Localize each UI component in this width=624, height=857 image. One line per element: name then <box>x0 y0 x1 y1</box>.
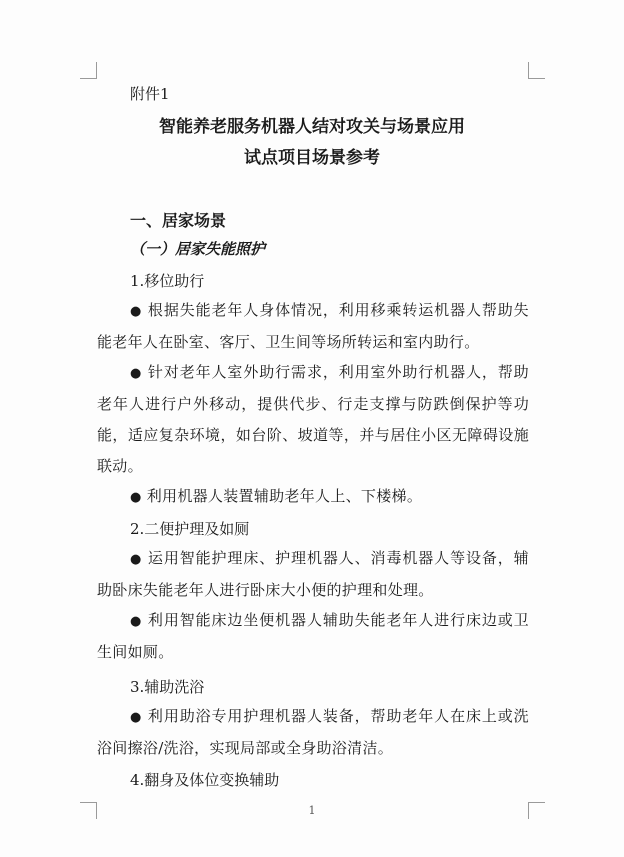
bullet-icon: ● <box>130 490 142 505</box>
item-heading: 2.二便护理及如厕 <box>130 520 250 538</box>
paragraph-text: 根据失能老年人身体情况，利用移乘转运机器人帮助失能老年人在卧室、客厅、卫生间等场所转运和室内助行。 <box>97 301 529 351</box>
bullet-paragraph <box>97 357 529 482</box>
crop-mark-top-right <box>528 62 545 79</box>
item-heading: 4.翻身及体位变换辅助 <box>130 771 280 789</box>
bullet-paragraph <box>97 605 529 668</box>
item-heading: 3.辅助洗浴 <box>130 678 205 696</box>
attachment-label: 附件1 <box>130 85 170 103</box>
paragraph-text: 运用智能护理床、护理机器人、消毒机器人等设备，辅助卧床失能老年人进行卧床大小便的护理和处理。 <box>97 549 529 599</box>
paragraph-text: 利用智能床边坐便机器人辅助失能老年人进行床边或卫生间如厕。 <box>97 611 529 661</box>
bullet-icon: ● <box>130 304 143 319</box>
paragraph-text: 利用助浴专用护理机器人装备，帮助老年人在床上或洗浴间擦浴/洗浴，实现局部或全身助浴清洁。 <box>97 707 529 757</box>
paragraph-text: 针对老年人室外助行需求，利用室外助行机器人，帮助老年人进行户外移动，提供代步、行走支撑与防跌倒保护等功能，适应复杂环境，如台阶、坡道等，并与居住小区无障碍设施联动。 <box>97 363 529 475</box>
bullet-paragraph <box>97 543 529 606</box>
document-title-line2: 试点项目场景参考 <box>244 148 380 168</box>
subsection-heading: （一）居家失能照护 <box>130 240 266 258</box>
bullet-icon: ● <box>130 366 143 381</box>
bullet-icon: ● <box>130 552 143 567</box>
section-heading: 一、居家场景 <box>130 211 227 230</box>
paragraph-text: 利用机器人装置辅助老年人上、下楼梯。 <box>146 487 423 505</box>
document-title-line1: 智能养老服务机器人结对攻关与场景应用 <box>159 117 465 137</box>
bullet-icon: ● <box>130 710 143 725</box>
page-number: 1 <box>308 804 316 817</box>
bullet-paragraph <box>97 295 529 358</box>
item-heading: 1.移位助行 <box>130 272 205 290</box>
bullet-icon: ● <box>130 614 143 629</box>
bullet-paragraph <box>97 481 529 513</box>
bullet-paragraph <box>97 701 529 764</box>
crop-mark-top-left <box>80 62 97 79</box>
